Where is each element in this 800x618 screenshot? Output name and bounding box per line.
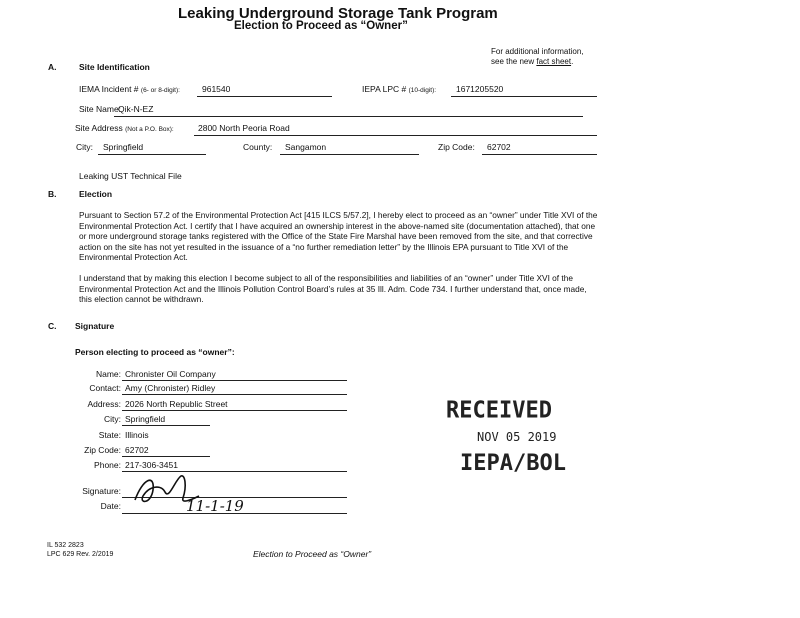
owner-city-value[interactable]: Springfield [125,414,166,424]
site-address-value[interactable]: 2800 North Peoria Road [198,123,290,133]
state-label: State: [98,430,121,440]
owner-city-line [122,425,210,426]
county-label: County: [243,142,273,152]
received-stamp-title: RECEIVED [446,397,552,424]
iepa-lpc-label [362,84,436,94]
election-paragraph-2: I understand that by making this election I become subject to all of the responsibilities and liabilities of an “owner” under Title XVI of the Environmental Protection Act and the Illinois Pollution Control Board’s rules at 35 Ill. Adm. Code 734. I further understand that, once made, this election cannot be withdrawn. [79,273,587,304]
site-zip-label: Zip Code: [438,142,475,152]
owner-name-line [122,380,347,381]
page-subtitle: Election to Proceed as “Owner” [234,20,408,32]
lpc-hint: (10-digit): [408,87,437,94]
received-stamp-dept: IEPA/BOL [460,451,566,476]
owner-zip-label: Zip Code: [84,445,121,455]
site-name-line [114,116,583,117]
form-code [47,542,113,559]
lpc-label-text: IEPA LPC # [362,84,409,94]
info-note-line2 [491,57,584,67]
info-note-line1: For additional information, [491,47,584,56]
person-heading: Person electing to proceed as “owner”: [75,347,235,357]
info-note-prefix: see the new [491,56,537,66]
county-value[interactable]: Sangamon [285,142,327,152]
phone-value[interactable]: 217-306-3451 [125,460,178,470]
site-name-value[interactable]: Qik-N-EZ [118,104,154,114]
owner-address-line [122,410,347,411]
site-city-value[interactable]: Springfield [103,142,144,152]
footer-form-title: Election to Proceed as “Owner” [253,549,372,559]
section-c-letter: C. [48,321,57,331]
date-line [122,513,347,514]
owner-name-value[interactable]: Chronister Oil Company [125,369,216,379]
section-b-heading: Election [79,189,113,199]
form-code-line2: LPC 629 Rev. 2/2019 [47,550,114,558]
site-address-label-text: Site Address [75,123,126,133]
site-name-label: Site Name: [79,104,122,114]
election-paragraph-1: Pursuant to Section 57.2 of the Environmental Protection Act [415 ILCS 5/57.2], I hereby elect to proceed as an “owner” under Title XVI of the Environmental Protection Act. I certify that I have acquired an ownership interest in the above-named site (documentation attached), that one or more underground storage tanks registered with the Office of the State Fire Marshal have been removed from the site, and that corrective action on the site has not yet resulted in the issuance of a “no further remediation letter” by the Illinois EPA pursuant to Title XVI of the Environmental Protection Act. [79,210,598,262]
page-title: Leaking Underground Storage Tank Program [178,5,498,22]
fact-sheet-link[interactable]: fact sheet [536,56,572,66]
owner-city-label: City: [104,414,121,424]
section-a-letter: A. [48,62,57,72]
site-address-label [75,123,174,133]
info-note-suffix: . [571,56,574,66]
info-note [491,47,584,66]
contact-line [122,394,347,395]
received-stamp-date: NOV 05 2019 [477,430,557,444]
iema-label-text: IEMA Incident # [79,84,141,94]
owner-address-value[interactable]: 2026 North Republic Street [125,399,228,409]
iema-incident-label [79,84,180,94]
iepa-lpc-value[interactable]: 1671205520 [456,84,504,94]
contact-label: Contact: [89,383,121,393]
iema-incident-line [197,96,332,97]
contact-value[interactable]: Amy (Chronister) Ridley [125,383,216,393]
form-code-line1: IL 532 2823 [47,542,84,549]
owner-address-label: Address: [87,399,121,409]
state-value[interactable]: Illinois [125,430,149,440]
section-b-letter: B. [48,189,57,199]
iema-incident-value[interactable]: 961540 [202,84,231,94]
iema-hint: (6- or 8-digit): [140,87,180,94]
owner-name-label: Name: [95,369,121,379]
section-c-heading: Signature [75,321,115,331]
date-label: Date: [100,501,121,511]
date-value[interactable]: 11-1-19 [186,497,244,515]
technical-file-note: Leaking UST Technical File [79,171,182,181]
section-a-heading: Site Identification [79,62,150,72]
site-city-label: City: [76,142,93,152]
site-zip-line [482,154,597,155]
site-address-line [194,135,597,136]
site-address-hint: (Not a P.O. Box): [125,126,174,133]
county-line [280,154,419,155]
phone-label: Phone: [94,460,121,470]
owner-zip-value[interactable]: 62702 [125,445,149,455]
site-zip-value[interactable]: 62702 [487,142,511,152]
signature-label: Signature: [82,486,121,496]
owner-zip-line [122,456,210,457]
site-city-line [98,154,206,155]
iepa-lpc-line [451,96,597,97]
